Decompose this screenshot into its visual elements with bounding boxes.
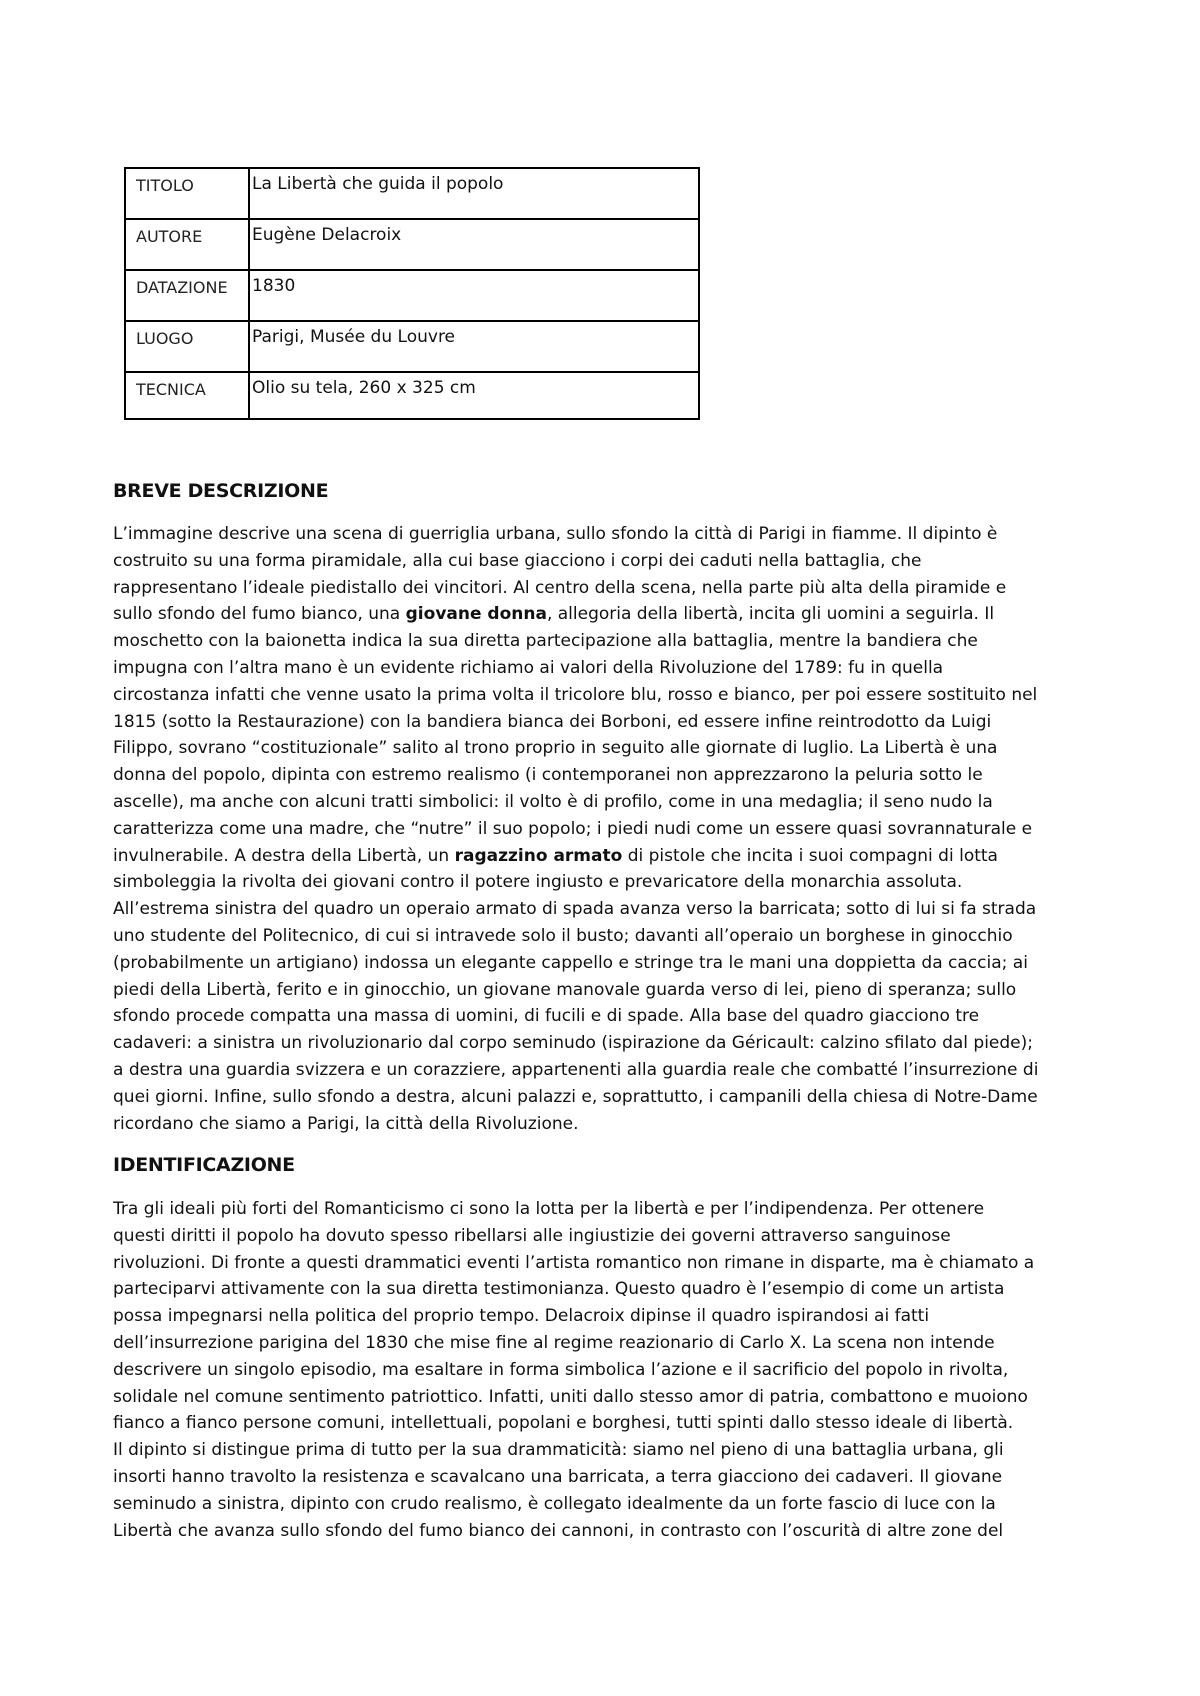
text-line: possa impegnarsi nella politica del proprio tempo. Delacroix dipinse il quadro ispirandosi ai fatti	[113, 1306, 930, 1327]
text-line: Il dipinto si distingue prima di tutto per la sua drammaticità: siamo nel pieno di una battaglia urbana, gli	[113, 1440, 1004, 1461]
text-line: (probabilmente un artigiano) indossa un elegante cappello e stringe tra le mani una doppietta da caccia; ai	[113, 952, 1028, 973]
table-row	[125, 168, 699, 219]
row-value-titolo: La Libertà che guida il popolo	[249, 168, 699, 219]
text-line: dell’insurrezione parigina del 1830 che mise fine al regime reazionario di Carlo X. La scena non intende	[113, 1332, 995, 1353]
text-line: Tra gli ideali più forti del Romanticismo ci sono la lotta per la libertà e per l’indipendenza. Per ottenere	[113, 1199, 985, 1219]
text-line: quei giorni. Infine, sullo sfondo a destra, alcuni palazzi e, soprattutto, i campanili della chiesa di Notre-Dame	[113, 1086, 1038, 1107]
table-row	[125, 270, 699, 321]
text-line: solidale nel comune sentimento patriottico. Infatti, uniti dallo stesso amor di patria, combattono e muoiono	[113, 1386, 1028, 1407]
text-line: circostanza infatti che venne usato la prima volta il tricolore blu, rosso e bianco, per poi essere sostituito nel	[113, 684, 1038, 705]
text-line: 1815 (sotto la Restaurazione) con la bandiera bianca dei Borboni, ed essere infine reintrodotto da Luigi	[113, 711, 992, 732]
text-line: seminudo a sinistra, dipinto con crudo realismo, è collegato idealmente da un forte fascio di luce con la	[113, 1493, 996, 1514]
text-line: simboleggia la rivolta dei giovani contro il potere ingiusto e prevaricatore della monarchia assoluta.	[113, 872, 963, 893]
description-paragraph	[113, 521, 1088, 1137]
row-label-tecnica: TECNICA	[125, 372, 249, 419]
table-row	[125, 372, 699, 419]
text-line: parteciparvi attivamente con la sua diretta testimonianza. Questo quadro è l’esempio di come un artista	[113, 1279, 1005, 1300]
text-segment: , allegoria della libertà, incita gli uomini a seguirla. Il	[546, 604, 995, 625]
table-row	[125, 219, 699, 270]
text-segment: di pistole che incita i suoi compagni di lotta	[622, 845, 998, 866]
text-line: descrivere un singolo episodio, ma esaltare in forma simbolica l’azione e il sacrificio del popolo in rivolta,	[113, 1359, 1009, 1380]
section-heading-identificazione: IDENTIFICAZIONE	[113, 1154, 295, 1176]
text-line: piedi della Libertà, ferito e in ginocchio, un giovane manovale guarda verso di lei, pieno di speranza; sullo	[113, 979, 1017, 1000]
text-line: ricordano che siamo a Parigi, la città della Rivoluzione.	[113, 1113, 579, 1134]
text-line: Filippo, sovrano “costituzionale” salito al trono proprio in seguito alle giornate di luglio. La Libertà è una	[113, 738, 998, 759]
text-segment: sullo sfondo del fumo bianco, una	[113, 604, 406, 625]
table-row	[125, 321, 699, 372]
row-label-titolo: TITOLO	[125, 168, 249, 219]
text-line: moschetto con la baionetta indica la sua diretta partecipazione alla battaglia, mentre la bandiera che	[113, 631, 978, 652]
text-line: insorti hanno travolto la resistenza e scavalcano una barricata, a terra giacciono dei cadaveri. Il giovane	[113, 1466, 1003, 1487]
text-line	[113, 843, 1088, 870]
identification-paragraph	[113, 1196, 1088, 1544]
row-label-datazione: DATAZIONE	[125, 270, 249, 321]
text-segment: invulnerabile. A destra della Libertà, un	[113, 845, 455, 866]
highlighted-term: ragazzino armato	[454, 845, 623, 866]
text-line: Libertà che avanza sullo sfondo del fumo bianco dei cannoni, in contrasto con l’oscurità di altre zone del	[113, 1520, 1004, 1541]
row-label-autore: AUTORE	[125, 219, 249, 270]
text-line: rappresentano l’ideale piedistallo dei vincitori. Al centro della scena, nella parte più alta della piramide e	[113, 577, 1007, 598]
text-line: caratterizza come una madre, che “nutre” il suo popolo; i piedi nudi come un essere quasi sovrannaturale e	[113, 818, 1033, 839]
text-line: uno studente del Politecnico, di cui si intravede solo il busto; davanti all’operaio un borghese in ginocchio	[113, 925, 1013, 946]
text-line: ascelle), ma anche con alcuni tratti simbolici: il volto è di profilo, come in una medaglia; il seno nudo la	[113, 791, 993, 812]
text-line: All’estrema sinistra del quadro un operaio armato di spada avanza verso la barricata; sotto di lui si fa strada	[113, 899, 1037, 920]
text-line: costruito su una forma piramidale, alla cui base giacciono i corpi dei caduti nella battaglia, che	[113, 550, 922, 571]
row-value-autore: Eugène Delacroix	[249, 219, 699, 270]
text-line: rivoluzioni. Di fronte a questi drammatici eventi l’artista romantico non rimane in disparte, ma è chiamato a	[113, 1252, 1035, 1273]
text-line: impugna con l’altra mano è un evidente richiamo ai valori della Rivoluzione del 1789: fu in quella	[113, 657, 944, 678]
highlighted-term: giovane donna	[405, 604, 547, 625]
text-line: a destra una guardia svizzera e un corazziere, appartenenti alla guardia reale che combatté l’insurrezione di	[113, 1059, 1039, 1080]
text-line: cadaveri: a sinistra un rivoluzionario dal corpo seminudo (ispirazione da Géricault: calzino sfilato dal piede);	[113, 1033, 1034, 1054]
artwork-info-table	[124, 167, 700, 420]
text-line: questi diritti il popolo ha dovuto spesso ribellarsi alle ingiustizie dei governi attraverso sanguinose	[113, 1225, 951, 1246]
row-value-luogo: Parigi, Musée du Louvre	[249, 321, 699, 372]
text-line	[113, 601, 1088, 628]
row-value-datazione: 1830	[249, 270, 699, 321]
row-value-tecnica: Olio su tela, 260 x 325 cm	[249, 372, 699, 419]
row-label-luogo: LUOGO	[125, 321, 249, 372]
text-line: sfondo procede compatta una massa di uomini, di fucili e di spade. Alla base del quadro giacciono tre	[113, 1006, 980, 1027]
section-heading-breve-descrizione: BREVE DESCRIZIONE	[113, 480, 329, 502]
text-line: donna del popolo, dipinta con estremo realismo (i contemporanei non apprezzarono la peluria sotto le	[113, 765, 983, 786]
text-line: fianco a fianco persone comuni, intellettuali, popolani e borghesi, tutti spinti dallo stesso ideale di libertà.	[113, 1413, 1014, 1434]
text-line: L’immagine descrive una scena di guerriglia urbana, sullo sfondo la città di Parigi in fiamme. Il dipinto è	[113, 524, 998, 544]
